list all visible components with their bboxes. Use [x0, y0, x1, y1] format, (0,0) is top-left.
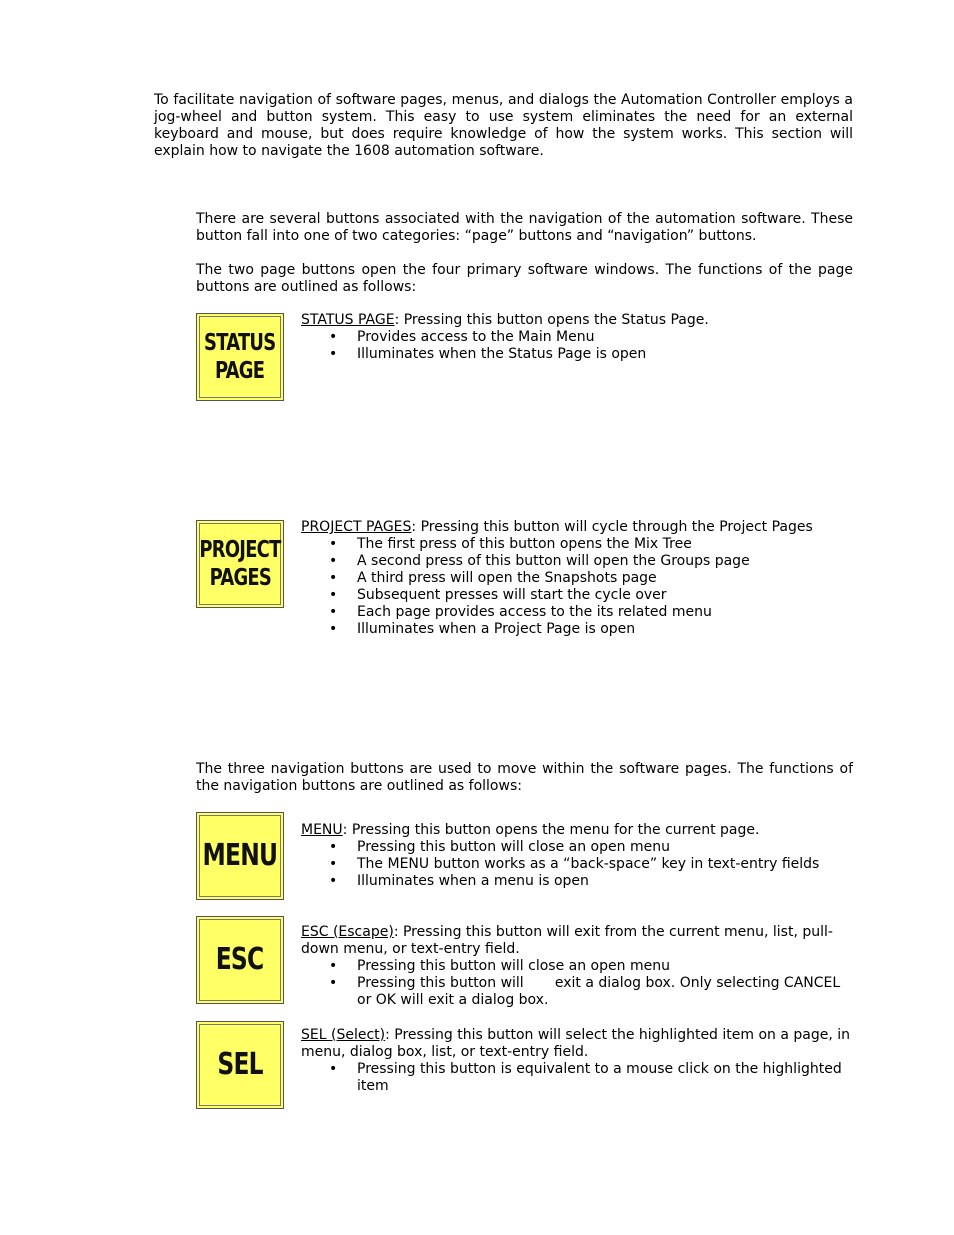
esc-desc: : Pressing this button will exit from the current menu, list, pull-down menu, or text-entry field. — [301, 924, 833, 957]
page-buttons-intro: There are several buttons associated with the navigation of the automation software. These button fall into one of two categories: “page” buttons and “navigation” buttons. — [196, 211, 853, 244]
esc-title: ESC (Escape) — [301, 924, 394, 940]
list-item: • Pressing this button will close an open menu — [301, 958, 853, 975]
navigation-buttons-intro: The three navigation buttons are used to move within the software pages. The functions of the navigation buttons are outlined as follows: — [196, 761, 853, 794]
menu-bullets — [301, 839, 853, 890]
project-pages-button-line2: PAGES — [209, 565, 271, 591]
menu-desc: : Pressing this button opens the menu for the current page. — [342, 822, 760, 838]
menu-button-image — [196, 812, 284, 900]
list-item: • Pressing this button will close an open menu — [301, 839, 853, 856]
project-pages-section — [301, 519, 853, 638]
sel-section — [301, 1027, 853, 1095]
list-item: • Each page provides access to the its related menu — [301, 604, 853, 621]
list-item: • Subsequent presses will start the cycle over — [301, 587, 853, 604]
list-item: • Illuminates when a menu is open — [301, 873, 853, 890]
page-buttons-description: The two page buttons open the four primary software windows. The functions of the page buttons are outlined as follows: — [196, 262, 853, 295]
project-pages-button-line1: PROJECT — [199, 537, 281, 563]
list-item: • Pressing this button is equivalent to a mouse click on the highlighted item — [301, 1061, 853, 1095]
list-item: • Pressing this button will exit a dialog box. Only selecting CANCEL or OK will exit a dialog box. — [301, 975, 853, 1009]
status-page-button-line2: PAGE — [215, 358, 265, 384]
list-item: • A second press of this button will open the Groups page — [301, 553, 853, 570]
menu-section — [301, 822, 853, 890]
intro-paragraph: To facilitate navigation of software pages, menus, and dialogs the Automation Controller employs a jog-wheel and button system. This easy to use system eliminates the need for an external keyboard and mouse, but does require knowledge of how the system works. This section will explain how to navigate the 1608 automation software. — [154, 92, 853, 159]
list-item: • The MENU button works as a “back-space” key in text-entry fields — [301, 856, 853, 873]
project-pages-title: PROJECT PAGES — [301, 519, 412, 535]
status-page-desc: : Pressing this button opens the Status Page. — [394, 312, 709, 328]
project-pages-desc: : Pressing this button will cycle through the Project Pages — [411, 519, 813, 535]
sel-desc: : Pressing this button will select the highlighted item on a page, in menu, dialog box, list, or text-entry field. — [301, 1027, 851, 1060]
project-pages-bullets — [301, 536, 853, 638]
sel-button-label: SEL — [217, 1047, 263, 1082]
esc-button-image — [196, 916, 284, 1004]
status-page-bullets — [301, 329, 853, 363]
status-page-title: STATUS PAGE — [301, 312, 395, 328]
esc-section — [301, 924, 853, 1009]
list-item: • A third press will open the Snapshots page — [301, 570, 853, 587]
sel-bullets — [301, 1061, 853, 1095]
sel-button-image — [196, 1021, 284, 1109]
esc-bullets — [301, 958, 853, 1009]
list-item: • Illuminates when a Project Page is open — [301, 621, 853, 638]
esc-button-label: ESC — [216, 942, 264, 977]
list-item: • Provides access to the Main Menu — [301, 329, 853, 346]
sel-title: SEL (Select) — [301, 1027, 386, 1043]
menu-button-label: MENU — [202, 838, 278, 873]
list-item: • Illuminates when the Status Page is open — [301, 346, 853, 363]
status-page-section — [301, 312, 853, 363]
menu-title: MENU — [301, 822, 343, 838]
list-item: • The first press of this button opens the Mix Tree — [301, 536, 853, 553]
project-pages-button-image — [196, 520, 284, 608]
status-page-button-line1: STATUS — [204, 330, 276, 356]
status-page-button-image — [196, 313, 284, 401]
